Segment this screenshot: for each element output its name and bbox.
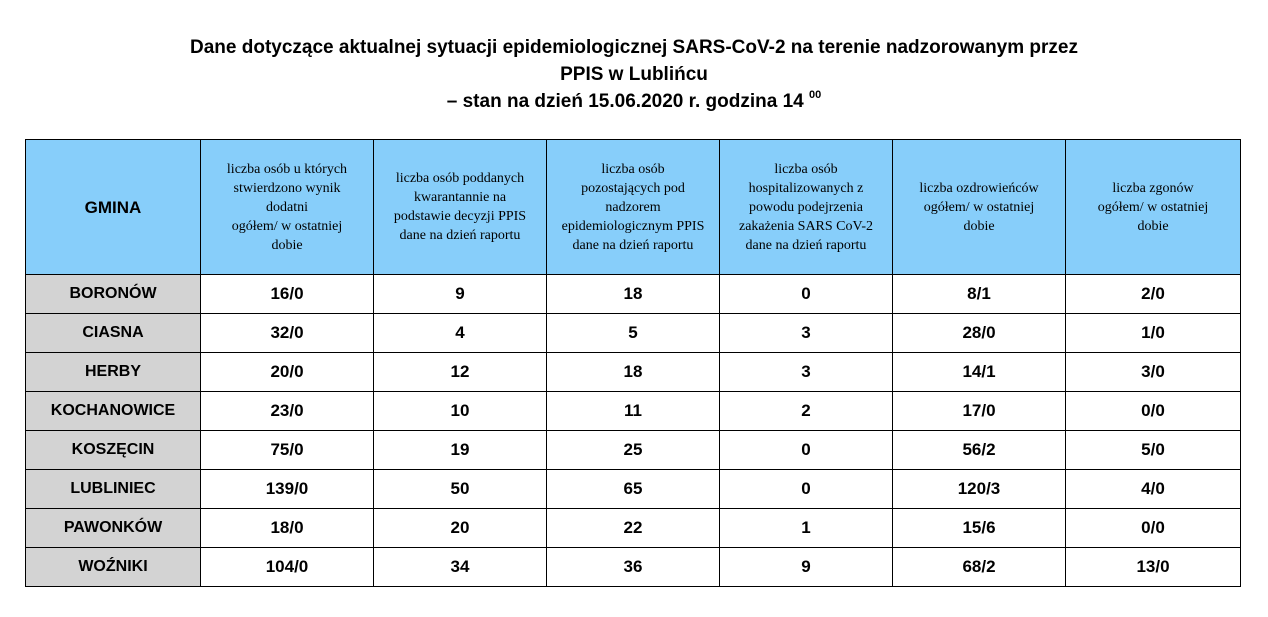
header-supervision-line: dane na dzień raportu — [572, 237, 694, 253]
gmina-name-cell: HERBY — [26, 353, 201, 392]
deaths-cell: 0/0 — [1066, 509, 1241, 548]
hospitalized-cell: 1 — [720, 509, 893, 548]
header-recovered-line: liczba ozdrowieńców — [919, 180, 1039, 196]
header-positive-line: dodatni — [266, 199, 308, 215]
recovered-cell: 15/6 — [893, 509, 1066, 548]
recovered-cell: 14/1 — [893, 353, 1066, 392]
header-gmina: GMINA — [26, 140, 201, 275]
gmina-name-cell: CIASNA — [26, 314, 201, 353]
gmina-name-cell: KOSZĘCIN — [26, 431, 201, 470]
quarantine-cell: 4 — [374, 314, 547, 353]
recovered-cell: 68/2 — [893, 548, 1066, 587]
positive-cell: 139/0 — [201, 470, 374, 509]
supervision-cell: 25 — [547, 431, 720, 470]
header-quarantine-line: podstawie decyzji PPIS — [393, 209, 527, 224]
title-line-1: Dane dotyczące aktualnej sytuacji epidemiologicznej SARS-CoV-2 na terenie nadzorowanym przez — [190, 37, 1078, 58]
positive-cell: 104/0 — [201, 548, 374, 587]
header-hospitalized-line: dane na dzień raportu — [745, 237, 867, 253]
hospitalized-cell: 0 — [720, 275, 893, 314]
header-quarantine-line: kwarantannie na — [413, 190, 507, 205]
supervision-cell: 5 — [547, 314, 720, 353]
positive-cell: 32/0 — [201, 314, 374, 353]
header-supervision-line: epidemiologicznym PPIS — [561, 218, 705, 234]
header-deaths — [1066, 140, 1241, 275]
table-row — [26, 314, 1241, 353]
hospitalized-cell: 0 — [720, 431, 893, 470]
header-positive — [201, 140, 374, 275]
hospitalized-cell: 9 — [720, 548, 893, 587]
hospitalized-cell: 2 — [720, 392, 893, 431]
header-supervision-line: pozostających pod — [581, 180, 685, 196]
header-hospitalized — [720, 140, 893, 275]
supervision-cell: 18 — [547, 275, 720, 314]
header-deaths-line: liczba zgonów — [1112, 180, 1194, 196]
table-row — [26, 353, 1241, 392]
hospitalized-cell: 3 — [720, 314, 893, 353]
header-positive-line: stwierdzono wynik — [233, 180, 341, 196]
gmina-name-cell: KOCHANOWICE — [26, 392, 201, 431]
recovered-cell: 8/1 — [893, 275, 1066, 314]
table-row — [26, 470, 1241, 509]
recovered-cell: 56/2 — [893, 431, 1066, 470]
header-quarantine — [374, 140, 547, 275]
header-quarantine-line: dane na dzień raportu — [399, 228, 521, 243]
table-header-row — [26, 140, 1241, 275]
header-hospitalized-line: zakażenia SARS CoV-2 — [738, 218, 874, 234]
header-positive-line: ogółem/ w ostatniej — [231, 218, 343, 234]
quarantine-cell: 34 — [374, 548, 547, 587]
gmina-name-cell: PAWONKÓW — [26, 509, 201, 548]
table-row — [26, 392, 1241, 431]
quarantine-cell: 50 — [374, 470, 547, 509]
table-body — [26, 275, 1241, 587]
header-deaths-line: ogółem/ w ostatniej — [1097, 199, 1209, 215]
deaths-cell: 3/0 — [1066, 353, 1241, 392]
supervision-cell: 22 — [547, 509, 720, 548]
recovered-cell: 28/0 — [893, 314, 1066, 353]
header-supervision-line: liczba osób — [601, 161, 665, 177]
title-hour-superscript: 00 — [808, 89, 822, 101]
positive-cell: 16/0 — [201, 275, 374, 314]
table-row — [26, 275, 1241, 314]
title-line-3 — [0, 88, 1268, 115]
header-positive-line: liczba osób u których — [226, 161, 348, 177]
header-hospitalized-line: liczba osób — [774, 161, 838, 177]
header-recovered-line: dobie — [963, 218, 995, 234]
header-supervision-line: nadzorem — [605, 199, 661, 215]
quarantine-cell: 9 — [374, 275, 547, 314]
document-title — [0, 34, 1268, 115]
gmina-name-cell: BORONÓW — [26, 275, 201, 314]
quarantine-cell: 12 — [374, 353, 547, 392]
title-line-2: PPIS w Lublińcu — [560, 64, 708, 85]
hospitalized-cell: 3 — [720, 353, 893, 392]
quarantine-cell: 10 — [374, 392, 547, 431]
deaths-cell: 5/0 — [1066, 431, 1241, 470]
epidemic-data-table — [25, 139, 1241, 587]
deaths-cell: 13/0 — [1066, 548, 1241, 587]
header-hospitalized-line: hospitalizowanych z — [748, 180, 864, 196]
positive-cell: 20/0 — [201, 353, 374, 392]
positive-cell: 23/0 — [201, 392, 374, 431]
gmina-name-cell: WOŹNIKI — [26, 548, 201, 587]
positive-cell: 75/0 — [201, 431, 374, 470]
header-hospitalized-line: powodu podejrzenia — [749, 199, 863, 215]
deaths-cell: 4/0 — [1066, 470, 1241, 509]
table-row — [26, 509, 1241, 548]
header-positive-line: dobie — [271, 237, 303, 253]
supervision-cell: 18 — [547, 353, 720, 392]
recovered-cell: 120/3 — [893, 470, 1066, 509]
positive-cell: 18/0 — [201, 509, 374, 548]
deaths-cell: 2/0 — [1066, 275, 1241, 314]
recovered-cell: 17/0 — [893, 392, 1066, 431]
table-row — [26, 431, 1241, 470]
table-row — [26, 548, 1241, 587]
gmina-name-cell: LUBLINIEC — [26, 470, 201, 509]
deaths-cell: 0/0 — [1066, 392, 1241, 431]
header-recovered — [893, 140, 1066, 275]
title-date-text: – stan na dzień 15.06.2020 r. godzina 14 — [446, 91, 804, 112]
header-supervision — [547, 140, 720, 275]
quarantine-cell: 20 — [374, 509, 547, 548]
header-deaths-line: dobie — [1137, 218, 1169, 234]
hospitalized-cell: 0 — [720, 470, 893, 509]
supervision-cell: 65 — [547, 470, 720, 509]
supervision-cell: 36 — [547, 548, 720, 587]
deaths-cell: 1/0 — [1066, 314, 1241, 353]
header-recovered-line: ogółem/ w ostatniej — [923, 199, 1035, 215]
supervision-cell: 11 — [547, 392, 720, 431]
header-quarantine-line: liczba osób poddanych — [395, 171, 525, 186]
quarantine-cell: 19 — [374, 431, 547, 470]
